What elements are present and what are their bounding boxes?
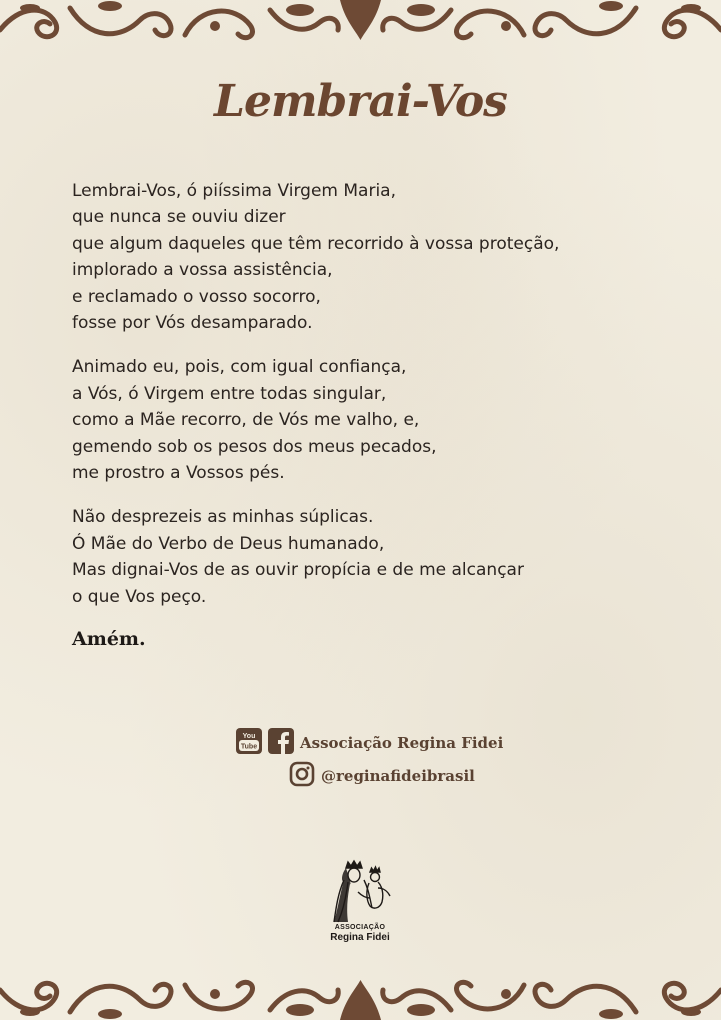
svg-text:You: You bbox=[242, 733, 256, 740]
prayer-line: que algum daqueles que têm recorrido à vossa proteção, bbox=[72, 233, 560, 254]
ornament-border-icon bbox=[0, 0, 721, 48]
prayer-line: Ó Mãe do Verbo de Deus humanado, bbox=[72, 533, 385, 554]
prayer-line: e reclamado o vosso socorro, bbox=[72, 286, 321, 307]
bottom-ornament-border bbox=[0, 972, 721, 1020]
facebook-icon[interactable] bbox=[268, 728, 294, 758]
prayer-line: fosse por Vós desamparado. bbox=[72, 313, 313, 334]
prayer-line: o que Vos peço. bbox=[72, 586, 207, 607]
prayer-line: Lembrai-Vos, ó piíssima Virgem Maria, bbox=[72, 181, 396, 201]
closing-amen: Amém. bbox=[72, 628, 146, 651]
ornament-border-icon bbox=[0, 972, 721, 1020]
page-title: Lembrai-Vos bbox=[214, 76, 507, 127]
instagram-row[interactable] bbox=[289, 761, 475, 791]
stanza-1 bbox=[72, 178, 672, 336]
prayer-body bbox=[72, 178, 672, 650]
facebook-page-name[interactable]: Associação Regina Fidei bbox=[300, 734, 504, 752]
madonna-logo-icon bbox=[318, 858, 402, 924]
top-ornament-border bbox=[0, 0, 721, 48]
prayer-line: Não desprezeis as minhas súplicas. bbox=[72, 507, 374, 528]
youtube-icon[interactable] bbox=[236, 728, 262, 758]
prayer-line: me prostro a Vossos pés. bbox=[72, 463, 285, 484]
logo-text-top: ASSOCIAÇÃO bbox=[334, 924, 386, 931]
prayer-line: a Vós, ó Virgem entre todas singular, bbox=[72, 383, 387, 404]
svg-text:Tube: Tube bbox=[240, 743, 258, 751]
logo-text-name: Regina Fidei bbox=[330, 932, 390, 943]
prayer-line: Animado eu, pois, com igual confiança, bbox=[72, 357, 407, 378]
instagram-icon[interactable] bbox=[289, 761, 315, 791]
prayer-line: gemendo sob os pesos dos meus pecados, bbox=[72, 436, 437, 457]
prayer-line: implorado a vossa assistência, bbox=[72, 260, 333, 281]
stanza-2 bbox=[72, 354, 672, 486]
facebook-row[interactable] bbox=[236, 728, 503, 758]
prayer-line: como a Mãe recorro, de Vós me valho, e, bbox=[72, 410, 420, 431]
prayer-line: Mas dignai-Vos de as ouvir propícia e de me alcançar bbox=[72, 560, 524, 581]
association-logo bbox=[318, 858, 402, 948]
stanza-3 bbox=[72, 504, 672, 610]
prayer-line: que nunca se ouviu dizer bbox=[72, 207, 286, 228]
instagram-handle[interactable]: @reginafideibrasil bbox=[321, 767, 475, 785]
